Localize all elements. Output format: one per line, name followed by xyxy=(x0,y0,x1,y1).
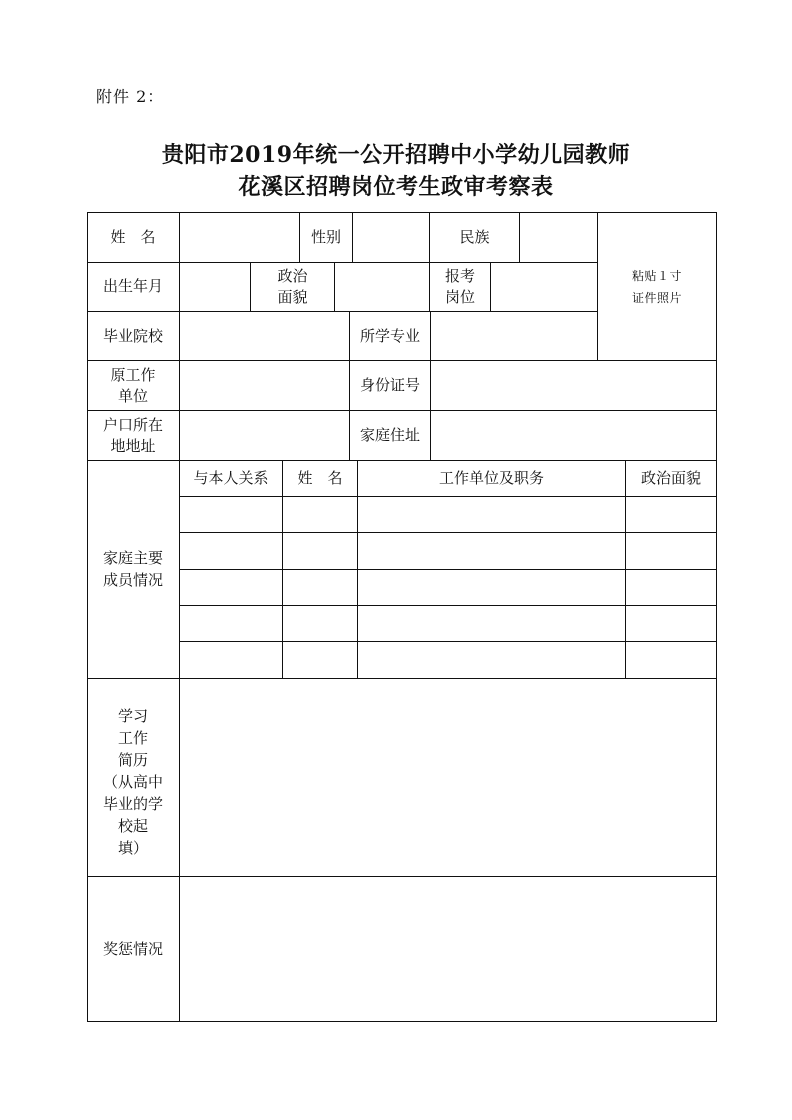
major-value-cell[interactable] xyxy=(431,312,597,360)
history-label-line7: 填） xyxy=(117,839,148,857)
family-header-political: 政治面貌 xyxy=(640,469,701,487)
political-label-line2: 面貌 xyxy=(277,288,308,306)
id-number-label: 身份证号 xyxy=(359,376,420,394)
school-label: 毕业院校 xyxy=(102,327,163,345)
position-label-line2: 岗位 xyxy=(444,288,475,306)
school-value-cell[interactable] xyxy=(180,312,349,360)
family-label-line1: 家庭主要 xyxy=(102,549,163,567)
rewards-value-cell[interactable] xyxy=(180,877,716,1021)
position-label-line1: 报考 xyxy=(444,267,475,285)
position-value-cell[interactable] xyxy=(491,263,597,311)
name-label: 姓 名 xyxy=(110,228,156,246)
political-value-cell[interactable] xyxy=(335,263,429,311)
history-label-line2: 工作 xyxy=(117,729,148,747)
ethnicity-label: 民族 xyxy=(459,228,490,246)
birth-value-cell[interactable] xyxy=(180,263,250,311)
photo-label-line2: 证件照片 xyxy=(631,291,682,305)
row-line xyxy=(87,460,717,461)
row-line xyxy=(87,1021,717,1022)
form-title-line2: 花溪区招聘岗位考生政审考察表 xyxy=(238,174,554,200)
photo-label-line1: 粘贴１寸 xyxy=(631,269,682,283)
form-title-line1: 贵阳市2019年统一公开招聘中小学幼儿园教师 xyxy=(161,142,631,168)
history-label-line6: 校起 xyxy=(117,817,148,835)
ethnicity-value-cell[interactable] xyxy=(520,213,597,262)
name-value-cell[interactable] xyxy=(180,213,299,262)
prev-unit-label-line1: 原工作 xyxy=(110,366,156,384)
row-line xyxy=(180,569,717,570)
col-line xyxy=(282,460,283,678)
col-line xyxy=(357,460,358,678)
prev-unit-value-cell[interactable] xyxy=(180,361,349,410)
hukou-label-line2: 地地址 xyxy=(110,437,156,455)
col-line xyxy=(716,212,717,1022)
row-line xyxy=(180,605,717,606)
gender-value-cell[interactable] xyxy=(353,213,429,262)
political-review-form xyxy=(87,212,717,1022)
family-header-relation: 与本人关系 xyxy=(193,469,269,487)
birth-label: 出生年月 xyxy=(102,277,163,295)
prev-unit-label-line2: 单位 xyxy=(117,387,148,405)
hukou-label-line1: 户口所在 xyxy=(102,416,163,434)
rewards-label: 奖惩情况 xyxy=(102,940,163,958)
family-header-name: 姓 名 xyxy=(297,469,343,487)
row-line xyxy=(180,532,717,533)
home-address-value-cell[interactable] xyxy=(431,411,716,460)
attachment-label: 附件 2： xyxy=(96,87,165,106)
family-header-work-unit: 工作单位及职务 xyxy=(438,469,544,487)
gender-label: 性别 xyxy=(310,228,341,246)
id-number-value-cell[interactable] xyxy=(431,361,716,410)
family-label-line2: 成员情况 xyxy=(102,571,163,589)
col-line xyxy=(625,460,626,678)
hukou-value-cell[interactable] xyxy=(180,411,349,460)
major-label: 所学专业 xyxy=(359,327,420,345)
row-line xyxy=(180,641,717,642)
history-label-line4: （从高中 xyxy=(102,773,163,791)
history-label-line3: 简历 xyxy=(117,751,148,769)
history-label-line1: 学习 xyxy=(117,707,148,725)
history-value-cell[interactable] xyxy=(180,679,716,876)
row-line xyxy=(180,496,717,497)
home-address-label: 家庭住址 xyxy=(359,426,420,444)
political-label-line1: 政治 xyxy=(277,267,308,285)
history-label-line5: 毕业的学 xyxy=(102,795,163,813)
